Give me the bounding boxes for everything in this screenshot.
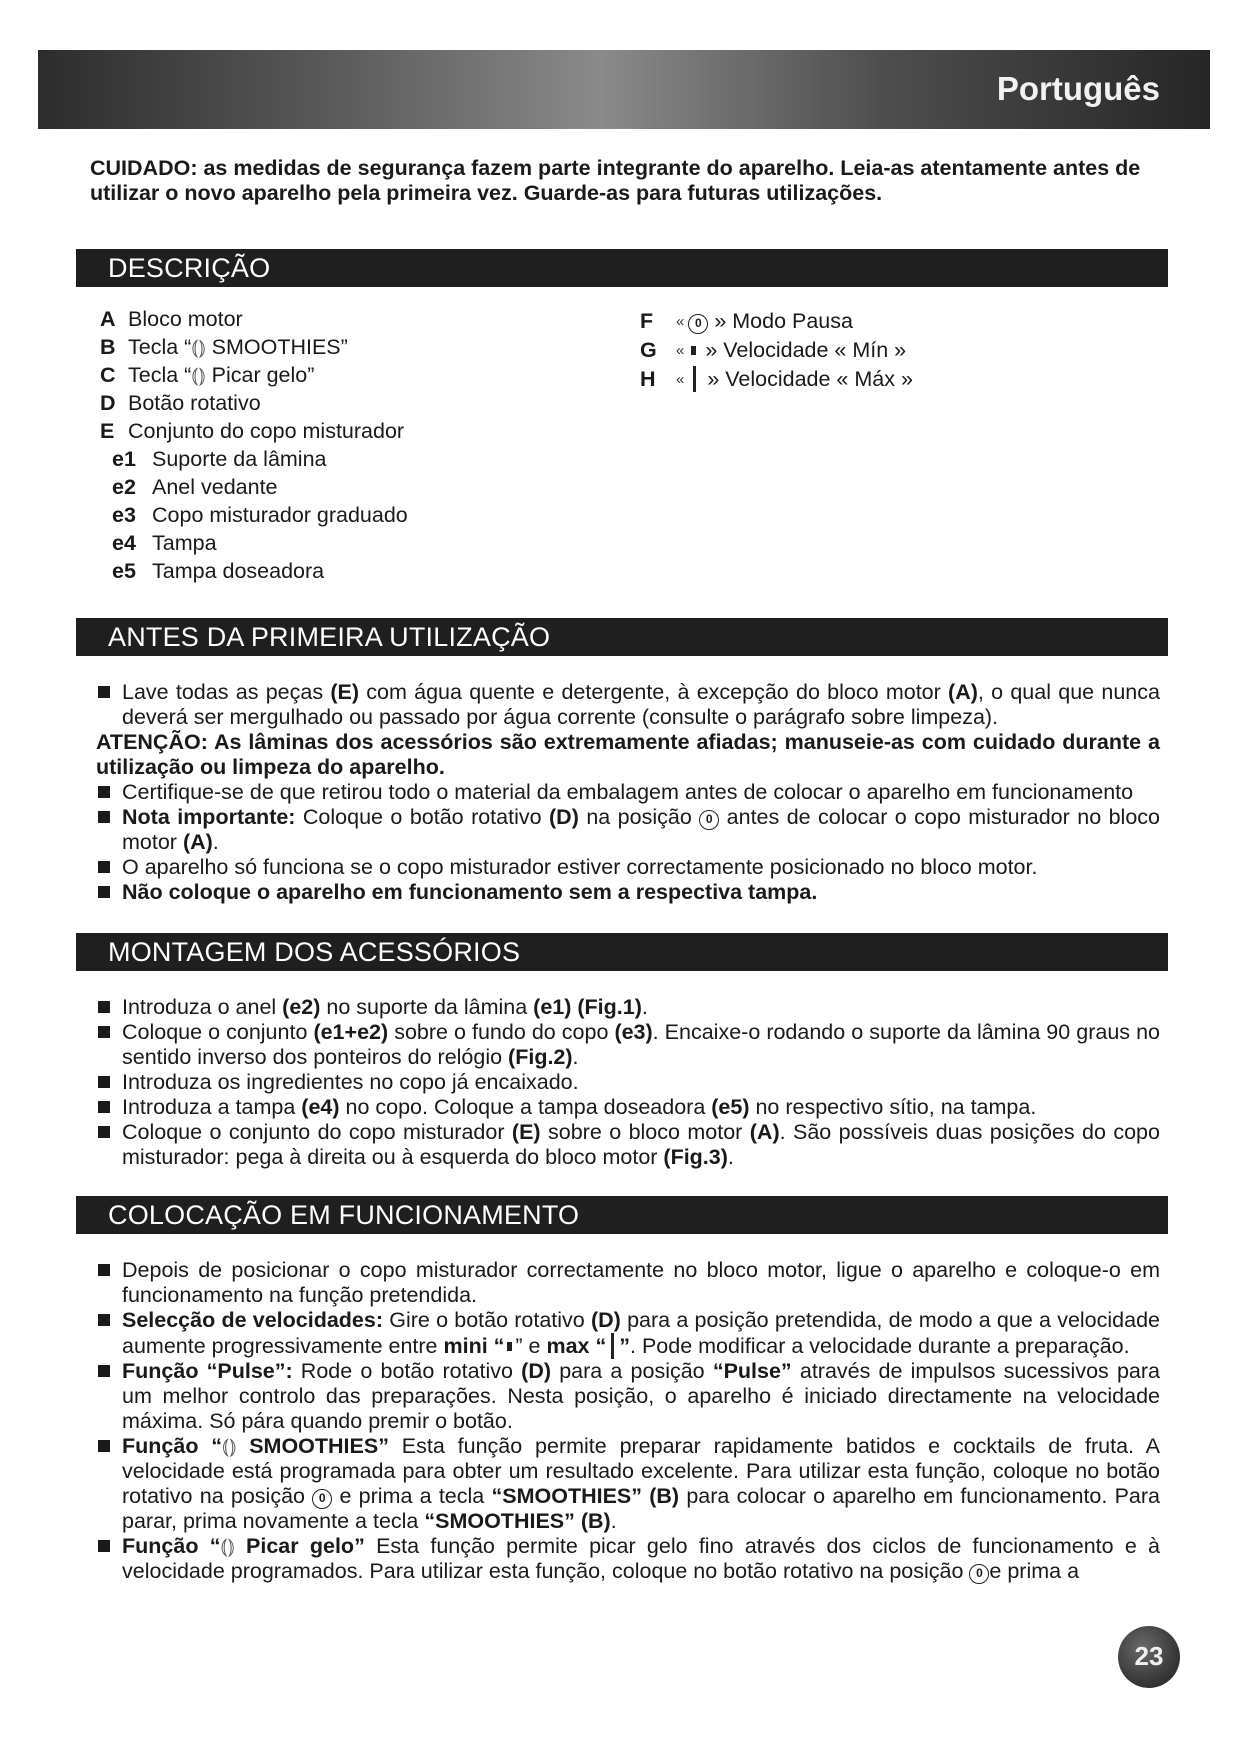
section-title: MONTAGEM DOS ACESSÓRIOS — [108, 937, 521, 967]
caution-text: CUIDADO: as medidas de segurança fazem parte integrante do aparelho. Leia-as atentamente antes de utilizar o novo aparelho pela primeira vez. Guarde-as para futuras utilizações. — [90, 156, 1141, 205]
list-item: Introduza os ingredientes no copo já encaixado. — [96, 1070, 1160, 1095]
pause-position-icon: 0 — [688, 314, 708, 334]
list-item: E Conjunto do copo misturador — [100, 419, 405, 443]
min-speed-icon — [691, 346, 696, 355]
max-speed-icon — [693, 366, 696, 392]
list-item: H « » Velocidade « Máx » — [640, 367, 913, 391]
section-title: COLOCAÇÃO EM FUNCIONAMENTO — [108, 1200, 580, 1230]
list-item: e5 Tampa doseadora — [112, 559, 325, 583]
list-item: e4 Tampa — [112, 531, 217, 555]
list-item: A Bloco motor — [100, 307, 243, 331]
warning-text: ATENÇÃO: As lâminas dos acessórios são extremamente afiadas; manuseie-as com cuidado durante a utilização ou limpeza do aparelho. — [96, 730, 1160, 779]
list-item: Introduza o anel (e2) no suporte da lâmina (e1) (Fig.1). — [96, 995, 1160, 1020]
description-left-list — [100, 305, 408, 585]
list-item: e3 Copo misturador graduado — [112, 503, 408, 527]
list-item: G « » Velocidade « Mín » — [640, 338, 907, 362]
list-item: Função “⦅⦆ SMOOTHIES” Esta função permite preparar rapidamente batidos e cocktails de fruta. A velocidade está programada para obter um resultado excelente. Para utilizar esta função, coloque no botão rotativo na posição 0 e prima a tecla “SMOOTHIES” (B) para colocar o aparelho em funcionamento. Para parar, prima novamente a tecla “SMOOTHIES” (B). — [96, 1434, 1160, 1534]
list-item: O aparelho só funciona se o copo misturador estiver correctamente posicionado no bloco motor. — [96, 855, 1160, 880]
list-item: D Botão rotativo — [100, 391, 261, 415]
list-item: Certifique-se de que retirou todo o material da embalagem antes de colocar o aparelho em funcionamento — [96, 780, 1160, 805]
list-item: Não coloque o aparelho em funcionamento sem a respectiva tampa. — [96, 880, 1160, 905]
list-item: Função “Pulse”: Rode o botão rotativo (D) para a posição “Pulse” através de impulsos sucessivos para um melhor controlo das preparações. Nesta posição, o aparelho é iniciado directamente na velocidade máxima. Só pára quando premir o botão. — [96, 1359, 1160, 1434]
list-item: Depois de posicionar o copo misturador correctamente no bloco motor, ligue o aparelho e coloque-o em funcionamento na função pretendida. — [96, 1258, 1160, 1308]
pause-position-icon: 0 — [969, 1564, 989, 1584]
list-item: e1 Suporte da lâmina — [112, 447, 327, 471]
list-item: Nota importante: Coloque o botão rotativo (D) na posição 0 antes de colocar o copo misturador no bloco motor (A). — [96, 805, 1160, 855]
list-item: Introduza a tampa (e4) no copo. Coloque a tampa doseadora (e5) no respectivo sítio, na tampa. — [96, 1095, 1160, 1120]
header-band — [38, 50, 1210, 129]
section-antes — [76, 618, 1168, 656]
list-item: Coloque o conjunto do copo misturador (E) sobre o bloco motor (A). São possíveis duas posições do copo misturador: pega à direita ou à esquerda do bloco motor (Fig.3). — [96, 1120, 1160, 1170]
list-item: C Tecla “⦅⦆ Picar gelo” — [100, 363, 315, 387]
antes-content — [96, 680, 1160, 905]
section-colocacao — [76, 1196, 1168, 1234]
section-title: ANTES DA PRIMEIRA UTILIZAÇÃO — [108, 622, 551, 652]
section-descricao — [76, 249, 1168, 287]
page-number: 23 — [1134, 1641, 1164, 1671]
list-item: Coloque o conjunto (e1+e2) sobre o fundo do copo (e3). Encaixe-o rodando o suporte da lâmina 90 graus no sentido inverso dos ponteiros do relógio (Fig.2). — [96, 1020, 1160, 1070]
list-item: e2 Anel vedante — [112, 475, 278, 499]
colocacao-content — [96, 1258, 1160, 1584]
description-right-list — [640, 307, 913, 394]
pause-position-icon: 0 — [699, 810, 719, 830]
section-title: DESCRIÇÃO — [108, 253, 271, 283]
list-item: B Tecla “⦅⦆ SMOOTHIES” — [100, 335, 348, 359]
max-speed-icon — [611, 1333, 614, 1359]
min-speed-icon — [507, 1342, 512, 1351]
language-title: Português — [996, 70, 1160, 107]
list-item: F « 0 » Modo Pausa — [640, 309, 853, 333]
montagem-content — [96, 995, 1160, 1170]
pause-position-icon: 0 — [312, 1489, 332, 1509]
glass-icon: ⦅⦆ — [220, 1534, 235, 1558]
section-montagem — [76, 933, 1168, 971]
glass-icon: ⦅⦆ — [191, 335, 206, 359]
list-item: Lave todas as peças (E) com água quente e detergente, à excepção do bloco motor (A), o qual que nunca deverá ser mergulhado ou passado por água corrente (consulte o parágrafo sobre limpeza). — [96, 680, 1160, 730]
glass-icon: ⦅⦆ — [191, 363, 206, 387]
page-number-badge — [1118, 1626, 1180, 1688]
list-item: Selecção de velocidades: Gire o botão rotativo (D) para a posição pretendida, de modo a que a velocidade aumente progressivamente entre mini “ ” e max “ ”. Pode modificar a velocidade durante a preparação. — [96, 1308, 1160, 1359]
list-item: Função “⦅⦆ Picar gelo” Esta função permite picar gelo fino através dos ciclos de funcionamento e à velocidade programados. Para utilizar esta função, coloque no botão rotativo na posição 0 e prima a — [96, 1534, 1160, 1584]
glass-icon: ⦅⦆ — [222, 1434, 237, 1458]
